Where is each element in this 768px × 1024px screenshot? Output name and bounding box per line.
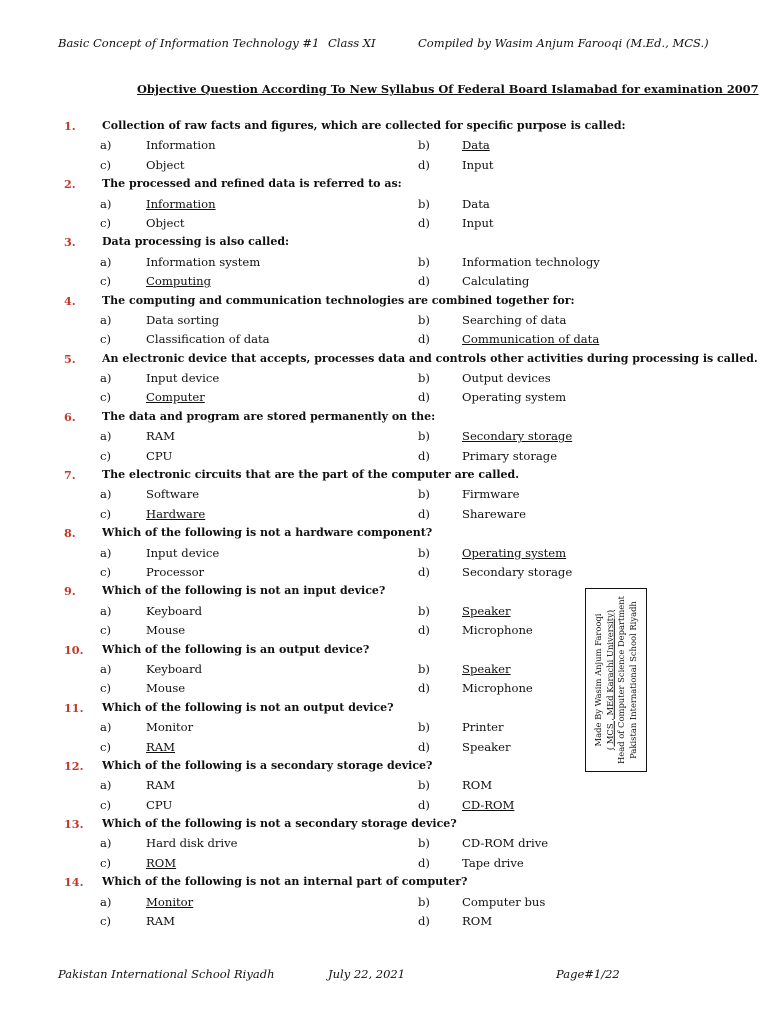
question-text: The computing and communication technologies are combined together for:	[102, 293, 575, 307]
question-text: Which of the following is a secondary storage device?	[102, 758, 433, 772]
option-label: a)	[100, 429, 112, 444]
question-item	[0, 117, 768, 136]
option-row	[0, 369, 768, 388]
option-text: Output devices	[462, 371, 551, 386]
stamp-line-1: Made By Wasim Anjum Farooqi	[592, 613, 603, 747]
option-label: b)	[418, 661, 430, 676]
option-label: d)	[418, 157, 430, 172]
option-label: c)	[100, 390, 112, 405]
option-label: b)	[418, 720, 430, 735]
question-text: Data processing is also called:	[102, 235, 290, 249]
option-label: d)	[418, 215, 430, 230]
option-label: a)	[100, 778, 112, 793]
option-label: c)	[100, 623, 112, 638]
option-label: d)	[418, 332, 430, 347]
option-text: Input	[462, 157, 494, 172]
option-text: RAM	[146, 778, 175, 793]
question-number: 7.	[64, 468, 76, 483]
option-text: Operating system	[462, 390, 567, 405]
footer-date: July 22, 2021	[328, 967, 406, 981]
option-label: c)	[100, 506, 112, 521]
option-label: b)	[418, 894, 430, 909]
option-label: a)	[100, 894, 112, 909]
option-text: CPU	[146, 797, 173, 812]
question-text: Which of the following is not an input device?	[102, 584, 386, 598]
option-label: a)	[100, 371, 112, 386]
correct-option: Speaker	[462, 603, 511, 618]
question-number: 10.	[64, 642, 84, 657]
option-label: c)	[100, 215, 112, 230]
question-number: 6.	[64, 409, 76, 424]
option-text: Shareware	[462, 506, 526, 521]
correct-option: ROM	[146, 855, 177, 870]
option-label: c)	[100, 564, 112, 579]
option-text: Computer bus	[462, 894, 546, 909]
option-text: Microphone	[462, 623, 533, 638]
question-item	[0, 233, 768, 252]
option-label: a)	[100, 312, 112, 327]
header-class: Class XI	[328, 36, 376, 50]
option-text: ROM	[462, 914, 493, 929]
question-number: 13.	[64, 817, 84, 832]
question-number: 1.	[64, 119, 76, 133]
option-row	[0, 427, 768, 446]
option-label: b)	[418, 545, 430, 560]
question-number: 4.	[64, 293, 76, 308]
correct-option: Hardware	[146, 506, 206, 521]
option-text: Object	[146, 157, 185, 172]
option-row	[0, 544, 768, 563]
option-text: Data	[462, 196, 490, 211]
option-text: ROM	[462, 778, 493, 793]
stamp-line-4: Pakistan International School Riyadh	[627, 601, 638, 759]
question-item	[0, 699, 768, 718]
correct-option: Data	[462, 138, 490, 153]
option-text: Software	[146, 487, 200, 502]
option-label: d)	[418, 506, 430, 521]
option-label: d)	[418, 739, 430, 754]
option-label: a)	[100, 720, 112, 735]
footer-school: Pakistan International School Riyadh	[58, 967, 275, 981]
question-item	[0, 815, 768, 834]
option-label: b)	[418, 196, 430, 211]
option-text: Printer	[462, 720, 504, 735]
option-row	[0, 854, 768, 873]
option-row	[0, 447, 768, 466]
question-number: 2.	[64, 177, 76, 192]
option-label: c)	[100, 855, 112, 870]
option-label: b)	[418, 778, 430, 793]
option-text: Keyboard	[146, 603, 203, 618]
option-label: a)	[100, 661, 112, 676]
option-label: c)	[100, 332, 112, 347]
option-row	[0, 330, 768, 349]
question-item	[0, 757, 768, 776]
option-text: Information	[146, 138, 216, 153]
question-text: Which of the following is not an output device?	[102, 700, 394, 714]
option-label: d)	[418, 797, 430, 812]
option-row	[0, 834, 768, 853]
option-label: d)	[418, 274, 430, 289]
option-text: Firmware	[462, 487, 520, 502]
option-label: b)	[418, 371, 430, 386]
question-item	[0, 292, 768, 311]
option-row	[0, 679, 768, 698]
option-label: d)	[418, 855, 430, 870]
question-text: An electronic device that accepts, processes data and controls other activities during processing is called.	[102, 351, 758, 365]
option-text: Data sorting	[146, 312, 220, 327]
question-number: 9.	[64, 584, 76, 599]
option-label: c)	[100, 914, 112, 929]
option-label: b)	[418, 429, 430, 444]
option-label: a)	[100, 138, 112, 153]
option-row	[0, 912, 768, 931]
option-row	[0, 485, 768, 504]
option-label: c)	[100, 157, 112, 172]
option-row	[0, 505, 768, 524]
question-item	[0, 408, 768, 427]
option-row	[0, 311, 768, 330]
question-text: The electronic circuits that are the part of the computer are called.	[102, 468, 520, 482]
option-text: Hard disk drive	[146, 836, 238, 851]
question-item	[0, 175, 768, 194]
question-item	[0, 582, 768, 601]
option-text: Input device	[146, 545, 220, 560]
option-text: Object	[146, 215, 185, 230]
question-number: 11.	[64, 700, 84, 715]
option-label: b)	[418, 138, 430, 153]
option-text: Keyboard	[146, 661, 203, 676]
option-label: d)	[418, 681, 430, 696]
option-label: a)	[100, 487, 112, 502]
option-text: Input	[462, 215, 494, 230]
option-text: Information system	[146, 254, 261, 269]
correct-option: Monitor	[146, 894, 194, 909]
option-text: Calculating	[462, 274, 530, 289]
option-text: Primary storage	[462, 448, 558, 463]
option-label: a)	[100, 254, 112, 269]
option-row	[0, 776, 768, 795]
correct-option: CD-ROM	[462, 797, 515, 812]
option-row	[0, 214, 768, 233]
option-row	[0, 272, 768, 291]
correct-option: Information	[146, 196, 216, 211]
question-item	[0, 873, 768, 892]
option-text: Input device	[146, 371, 220, 386]
option-label: a)	[100, 196, 112, 211]
option-label: b)	[418, 312, 430, 327]
option-label: a)	[100, 836, 112, 851]
question-number: 14.	[64, 875, 84, 890]
correct-option: RAM	[146, 739, 175, 754]
correct-option: Secondary storage	[462, 429, 573, 444]
question-item	[0, 466, 768, 485]
author-stamp	[585, 588, 647, 772]
option-row	[0, 253, 768, 272]
question-item	[0, 641, 768, 660]
option-text: Processor	[146, 564, 205, 579]
option-text: Monitor	[146, 720, 194, 735]
option-text: Information technology	[462, 254, 600, 269]
option-label: c)	[100, 739, 112, 754]
correct-option: Computing	[146, 274, 211, 289]
option-label: c)	[100, 448, 112, 463]
option-label: d)	[418, 390, 430, 405]
option-text: Mouse	[146, 681, 186, 696]
option-text: Mouse	[146, 623, 186, 638]
option-text: CPU	[146, 448, 173, 463]
option-row	[0, 738, 768, 757]
question-number: 3.	[64, 235, 76, 250]
option-text: Searching of data	[462, 312, 567, 327]
option-label: b)	[418, 836, 430, 851]
option-row	[0, 136, 768, 155]
option-label: d)	[418, 914, 430, 929]
stamp-line-3: Head of Computer Science Department	[616, 595, 626, 765]
question-number: 5.	[64, 351, 76, 366]
question-text: The data and program are stored permanently on the:	[102, 409, 436, 423]
option-label: b)	[418, 254, 430, 269]
option-text: Speaker	[462, 739, 511, 754]
question-text: Collection of raw facts and figures, which are collected for specific purpose is called:	[102, 119, 626, 132]
option-label: b)	[418, 603, 430, 618]
option-row	[0, 563, 768, 582]
correct-option: Communication of data	[462, 332, 600, 347]
option-label: d)	[418, 448, 430, 463]
question-text: The processed and refined data is referred to as:	[102, 177, 402, 191]
correct-option: Computer	[146, 390, 205, 405]
option-text: Microphone	[462, 681, 533, 696]
option-text: Secondary storage	[462, 564, 573, 579]
option-label: a)	[100, 545, 112, 560]
option-row	[0, 660, 768, 679]
question-item	[0, 524, 768, 543]
page-title: Objective Question According To New Syllabus Of Federal Board Islamabad for examination 2007	[137, 82, 759, 96]
option-label: c)	[100, 797, 112, 812]
option-text: Tape drive	[462, 855, 524, 870]
question-item	[0, 350, 768, 369]
correct-option: Speaker	[462, 661, 511, 676]
header-subject: Basic Concept of Information Technology #1	[58, 36, 320, 50]
footer-page-number: Page#1/22	[556, 967, 620, 981]
option-label: c)	[100, 681, 112, 696]
question-text: Which of the following is not a hardware component?	[102, 526, 433, 540]
question-list	[0, 117, 768, 931]
option-row	[0, 893, 768, 912]
option-text: RAM	[146, 914, 175, 929]
stamp-line-2: ( MCS , MEd Karachi University)	[604, 609, 615, 751]
correct-option: Operating system	[462, 545, 567, 560]
option-row	[0, 718, 768, 737]
option-row	[0, 796, 768, 815]
option-row	[0, 156, 768, 175]
question-number: 12.	[64, 758, 84, 773]
header-compiler: Compiled by Wasim Anjum Farooqi (M.Ed., MCS.)	[418, 36, 709, 50]
option-row	[0, 621, 768, 640]
option-text: Classification of data	[146, 332, 270, 347]
option-row	[0, 388, 768, 407]
option-label: d)	[418, 623, 430, 638]
question-text: Which of the following is not a secondary storage device?	[102, 817, 457, 831]
option-text: RAM	[146, 429, 175, 444]
question-text: Which of the following is not an internal part of computer?	[102, 875, 468, 889]
question-text: Which of the following is an output device?	[102, 642, 370, 656]
option-label: d)	[418, 564, 430, 579]
question-number: 8.	[64, 526, 76, 541]
option-row	[0, 195, 768, 214]
option-label: a)	[100, 603, 112, 618]
option-text: CD-ROM drive	[462, 836, 549, 851]
option-row	[0, 602, 768, 621]
option-label: b)	[418, 487, 430, 502]
option-label: c)	[100, 274, 112, 289]
